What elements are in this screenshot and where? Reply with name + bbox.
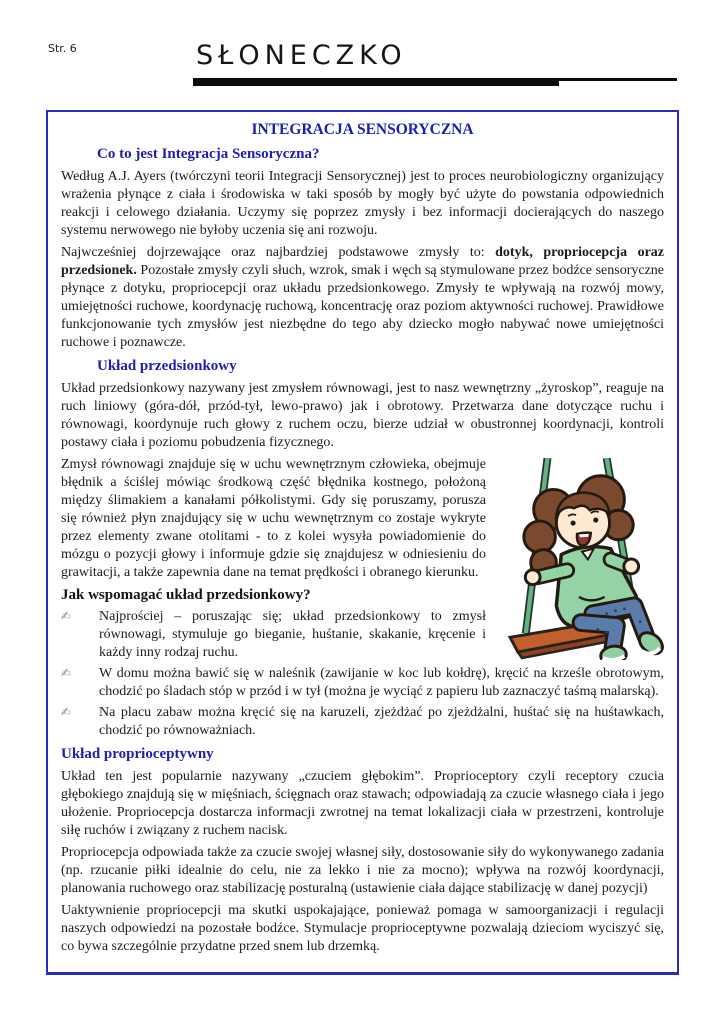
paragraph-proprioceptive-intro: Układ ten jest popularnie nazywany „czuciem głębokim”. Proprioceptory czyli receptory czucia głębokiego znajdują się w mięśniach, ścięgnach oraz stawach; odpowiadają za czucie własnego ciała i jego ułożenie. Propriocepcja dostarcza informacji zwrotnej na temat lokalizacji ciała w przestrzeni, kontroluje siłę ruchów i związany z ruchem nacisk. — [61, 769, 664, 838]
paragraph-vestibular-inner-ear: Zmysł równowagi znajduje się w uchu wewnętrznym człowieka, obejmuje błędnik a ściślej mówiąc środkową część błędnika kostnego, położoną między ślimakiem a kanałami półkolistymi. Gdy się poruszamy, porusza się również płyn znajdujący się w uchu wewnętrznym co zostaje wykryte przez elementy zwane otolitami - to z kolei wysyła powiadomienie do mózgu o pozycji głowy i informuje gdzie się znajdujesz w odniesieniu do grawitacji, a także zapewnia dane na temat prędkości i obranego kierunku. — [61, 457, 486, 580]
girl-left-hand — [525, 570, 540, 585]
masthead-underline — [193, 78, 677, 87]
page-number-label: Str. 6 — [48, 42, 77, 55]
section-heading-proprioceptive: Układ proprioceptywny — [61, 746, 214, 762]
tip-text: Na placu zabaw można kręcić się na karuzeli, zjeżdżać po zjeżdżalni, huśtać się na huśtawkach, chodzić po równoważniach. — [99, 705, 664, 738]
paragraph-basic-senses-end: Pozostałe zmysły czyli słuch, wzrok, smak i węch są stymulowane przez bodźce sensoryczne płynące z dotyku, propriocepcji oraz układu przedsionkowego. Zmysły te wpływają na rozwój mowy, umiejętności ruchowe, koordynację ruchową, koncentrację oraz poziom aktywności ruchowej. Prawidłowe funkcjonowanie tych zmysłów jest niezbędne do tego aby dziecko mogło nabywać nowe umiejętności ruchowe i poznawcze. — [61, 263, 664, 350]
writing-hand-bullet-icon: ✍ — [61, 666, 72, 680]
masthead-underline-thin — [559, 78, 677, 81]
masthead-underline-thick — [193, 78, 559, 86]
paragraph-basic-senses-bold: dotyk, propriocepcja oraz przedsionek. — [61, 245, 665, 278]
section-heading-what-is-si: Co to jest Integracja Sensoryczna? — [97, 146, 320, 162]
article-title: INTEGRACJA SENSORYCZNA — [251, 121, 474, 138]
tip-text: Najprościej – poruszając się; układ przedsionkowy to zmysł równowagi, stymuluje go bieganie, huśtanie, skakanie, kręcenie i każdy inny rodzaj ruchu. — [99, 609, 486, 660]
paragraph-proprioceptive-force: Propriocepcja odpowiada także za czucie swojej własnej siły, dostosowanie siły do wykonywanego zadania (np. rzucanie piłki idealnie do celu, nie za lekko i nie za mocno); wpływa na rozwój koordynacji, planowania ruchowego oraz stabilizację posturalną (ustawienie ciała dające stabilizację w danej pozycji) — [61, 845, 664, 896]
paragraph-basic-senses-start: Najwcześniej dojrzewające oraz najbardziej podstawowe zmysły to: — [61, 245, 496, 260]
list-item — [61, 703, 664, 740]
tip-text: W domu można bawić się w naleśnik (zawijanie w koc lub kołdrę), kręcić na krześle obrotowym, chodzić po śladach stóp w przód i w tył (można je wyciąć z papieru lub zaznaczyć taśmą malarską). — [99, 666, 664, 699]
masthead-title: SŁONECZKO — [196, 40, 407, 71]
girl-right-hand — [624, 559, 639, 574]
article-box — [46, 110, 679, 975]
paragraph-proprioceptive-calming: Uaktywnienie propriocepcji ma skutki uspokajające, ponieważ pomaga w samoorganizacji i regulacji naszych odpowiedzi na pozostałe bodźce. Stymulacje proprioceptywne pozwalają dzieciom wyciszyć się, co bywa szczególnie przydatne przed snem lub drzemką. — [61, 903, 664, 954]
girl-left-arm — [538, 570, 568, 577]
child-on-swing-illustration — [496, 458, 664, 660]
heading-how-to-support-vestibular: Jak wspomagać układ przedsionkowy? — [61, 587, 311, 603]
paragraph-si-definition: Według A.J. Ayers (twórczyni teorii Integracji Sensorycznej) jest to proces neurobiologiczny organizujący wrażenia płynące z ciała i środowiska w taki sposób by mogły być użyte do powstania odpowiednich reakcji i celowego działania. Uczymy się poprzez zmysły i bez informacji docierających do naszego systemu nerwowego nie byłoby uczenia się ani rozwoju. — [61, 169, 664, 238]
writing-hand-bullet-icon: ✍ — [61, 705, 72, 719]
list-item — [61, 664, 664, 701]
section-heading-vestibular: Układ przedsionkowy — [97, 358, 237, 374]
paragraph-basic-senses — [61, 244, 664, 352]
writing-hand-bullet-icon: ✍ — [61, 609, 72, 623]
paragraph-vestibular-intro: Układ przedsionkowy nazywany jest zmysłem równowagi, jest to nasz wewnętrzny „żyroskop”, reaguje na ruch liniowy (góra-dół, przód-tył, lewo-prawo) jak i obrotowy. Przetwarza dane dotyczące ruchu i równowagi, koordynuje ruch głowy z ruchem oczu, bierze udział w obustronnej koordynacji, kontroli postawy ciała i poziomu pobudzenia fizycznego. — [61, 381, 664, 450]
